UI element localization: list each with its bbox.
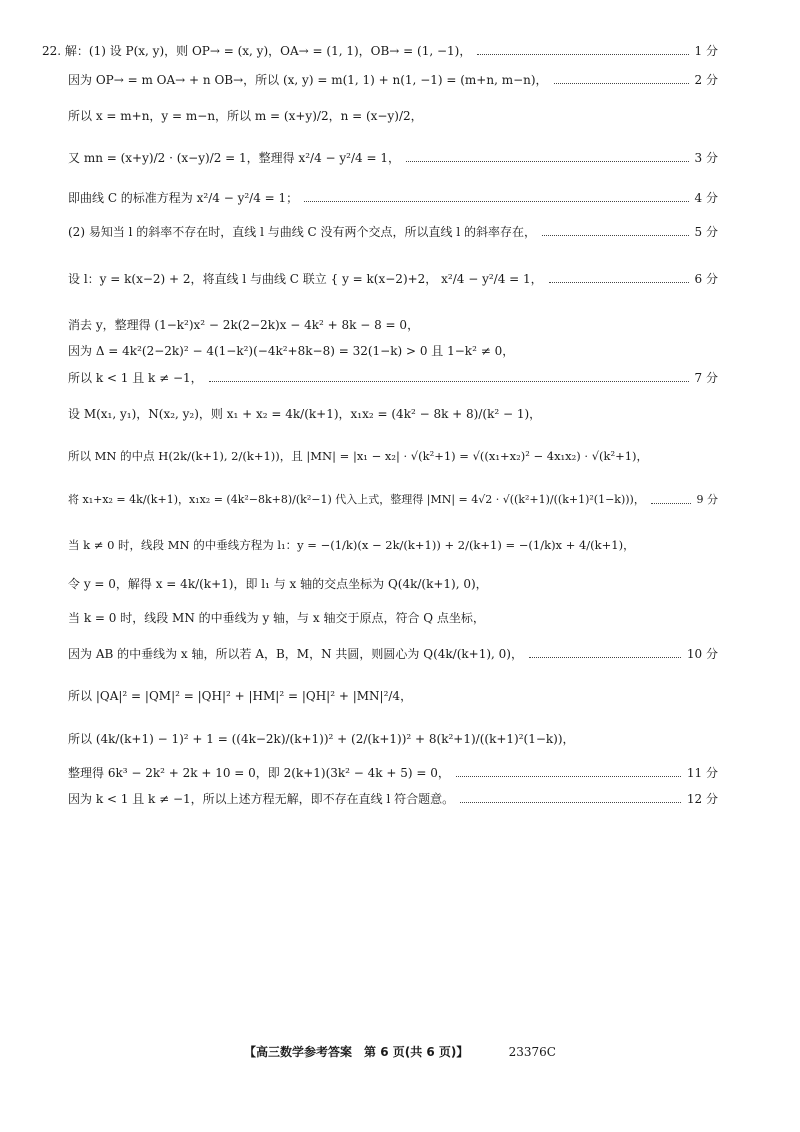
solution-line-5 — [68, 190, 718, 206]
line-text: 因为 k < 1 且 k ≠ −1，所以上述方程无解，即不存在直线 l 符合题意。 — [68, 792, 455, 806]
score-mark: 5 分 — [694, 225, 718, 239]
score-mark: 10 分 — [686, 647, 718, 661]
score-mark: 6 分 — [694, 272, 718, 286]
line-text: (2) 易知当 l 的斜率不存在时，直线 l 与曲线 C 没有两个交点，所以直线 l 的斜率存在， — [68, 225, 537, 239]
solution-line-21 — [68, 791, 718, 807]
line-text: 设 M(x₁, y₁)，N(x₂, y₂)，则 x₁ + x₂ = 4k/(k+1)，x₁x₂ = (4k² − 8k + 8)/(k² − 1)， — [68, 407, 542, 421]
line-text: 所以 (4k/(k+1) − 1)² + 1 = ((4k−2k)/(k+1))² + (2/(k+1))² + 8(k²+1)/((k+1)²(1−k))， — [68, 732, 575, 746]
line-text: 22. 解：(1) 设 P(x, y)，则 OP→ = (x, y)，OA→ = (1, 1)，OB→ = (1, −1)， — [42, 44, 472, 58]
line-text: 因为 OP→ = m OA→ + n OB→，所以 (x, y) = m(1, 1) + n(1, −1) = (m+n, m−n)， — [68, 73, 548, 87]
dot-leader — [406, 161, 689, 162]
line-text: 令 y = 0，解得 x = 4k/(k+1)，即 l₁ 与 x 轴的交点坐标为 Q(4k/(k+1), 0)， — [68, 577, 488, 591]
solution-line-15 — [68, 576, 718, 592]
solution-line-20 — [68, 765, 718, 781]
solution-line-7 — [68, 271, 718, 287]
line-text: 因为 AB 的中垂线为 x 轴，所以若 A，B，M，N 共圆，则圆心为 Q(4k/(k+1), 0)， — [68, 647, 523, 661]
dot-leader — [460, 802, 681, 803]
solution-line-19 — [68, 731, 718, 747]
dot-leader — [304, 201, 688, 202]
line-text: 又 mn = (x+y)/2 · (x−y)/2 = 1，整理得 x²/4 − y²/4 = 1， — [68, 151, 400, 165]
solution-line-17 — [68, 646, 718, 662]
solution-line-8 — [68, 317, 718, 333]
score-mark: 2 分 — [694, 73, 718, 87]
solution-line-14 — [68, 537, 718, 553]
line-text: 将 x₁+x₂ = 4k/(k+1)，x₁x₂ = (4k²−8k+8)/(k²−1) 代入上式，整理得 |MN| = 4√2 · √((k²+1)/((k+1)²(1−k)))， — [68, 493, 645, 506]
line-text: 因为 Δ = 4k²(2−2k)² − 4(1−k²)(−4k²+8k−8) = 32(1−k) > 0 且 1−k² ≠ 0， — [68, 344, 515, 358]
line-text: 消去 y，整理得 (1−k²)x² − 2k(2−2k)x − 4k² + 8k − 8 = 0， — [68, 318, 420, 332]
dot-leader — [554, 83, 689, 84]
line-text: 所以 k < 1 且 k ≠ −1， — [68, 371, 203, 385]
line-text: 即曲线 C 的标准方程为 x²/4 − y²/4 = 1； — [68, 191, 299, 205]
dot-leader — [549, 282, 689, 283]
solution-line-3 — [68, 108, 718, 124]
solution-line-16 — [68, 610, 718, 626]
line-text: 当 k ≠ 0 时，线段 MN 的中垂线方程为 l₁：y = −(1/k)(x − 2k/(k+1)) + 2/(k+1) = −(1/k)x + 4/(k+1)， — [68, 538, 635, 552]
solution-line-2 — [68, 72, 718, 88]
line-text: 整理得 6k³ − 2k² + 2k + 10 = 0，即 2(k+1)(3k² − 4k + 5) = 0， — [68, 766, 450, 780]
solution-line-6 — [68, 224, 718, 240]
dot-leader — [542, 235, 689, 236]
solution-line-10 — [68, 370, 718, 386]
dot-leader — [456, 776, 681, 777]
score-mark: 9 分 — [696, 493, 718, 506]
footer-title: 【高三数学参考答案 第 6 页(共 6 页)】 — [244, 1045, 469, 1059]
score-mark: 11 分 — [686, 766, 718, 780]
dot-leader — [209, 381, 689, 382]
dot-leader — [651, 503, 691, 504]
solution-line-13 — [68, 492, 718, 508]
dot-leader — [477, 54, 688, 55]
solution-line-1 — [42, 43, 718, 59]
footer-code: 23376C — [508, 1045, 556, 1059]
score-mark: 3 分 — [694, 151, 718, 165]
solution-line-11 — [68, 406, 718, 422]
line-text: 设 l：y = k(x−2) + 2，将直线 l 与曲线 C 联立 { y = k(x−2)+2， x²/4 − y²/4 = 1， — [68, 272, 543, 286]
line-text: 所以 x = m+n，y = m−n，所以 m = (x+y)/2，n = (x−y)/2， — [68, 109, 423, 123]
solution-line-12 — [68, 448, 718, 464]
score-mark: 4 分 — [694, 191, 718, 205]
score-mark: 12 分 — [686, 792, 718, 806]
page-footer — [0, 1043, 800, 1060]
score-mark: 1 分 — [694, 44, 718, 58]
score-mark: 7 分 — [694, 371, 718, 385]
solution-line-9 — [68, 343, 718, 359]
solution-line-4 — [68, 150, 718, 166]
line-text: 所以 |QA|² = |QM|² = |QH|² + |HM|² = |QH|² + |MN|²/4， — [68, 689, 413, 703]
line-text: 当 k = 0 时，线段 MN 的中垂线为 y 轴，与 x 轴交于原点，符合 Q 点坐标， — [68, 611, 485, 625]
line-text: 所以 MN 的中点 H(2k/(k+1), 2/(k+1))，且 |MN| = |x₁ − x₂| · √(k²+1) = √((x₁+x₂)² − 4x₁x₂) · √(k²+1)， — [68, 449, 649, 463]
dot-leader — [529, 657, 681, 658]
solution-line-18 — [68, 688, 718, 704]
